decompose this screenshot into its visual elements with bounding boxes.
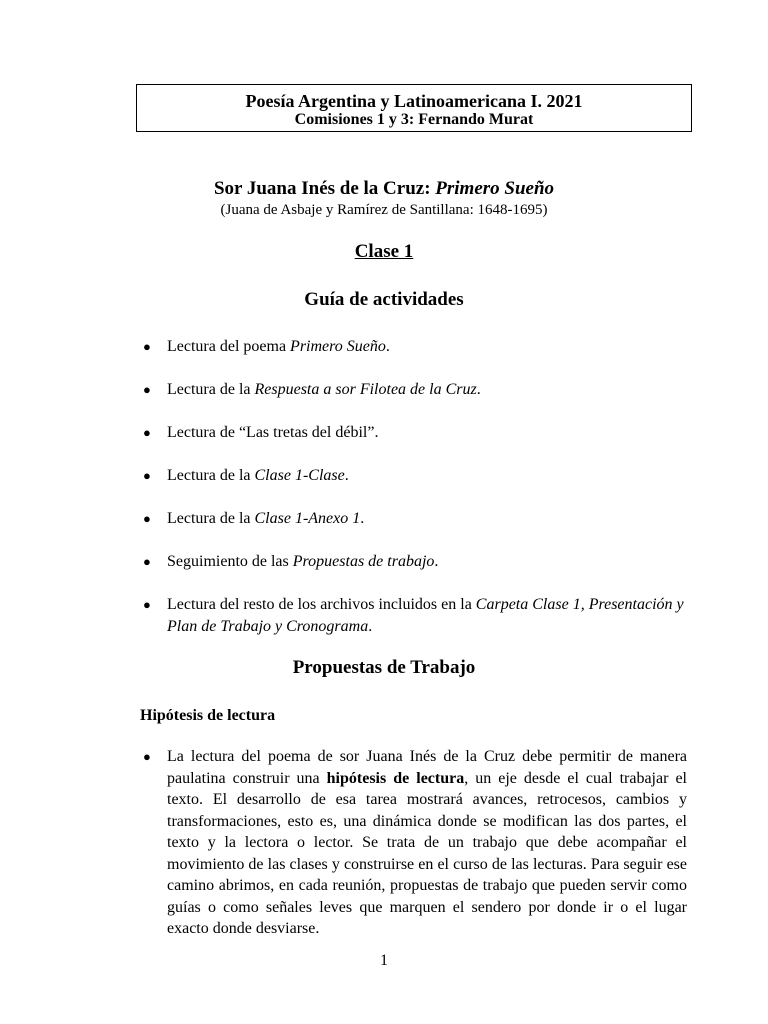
bullet-icon: ● — [143, 339, 151, 354]
bullet-icon: ● — [143, 511, 151, 526]
bullet-icon: ● — [143, 749, 151, 764]
bullet-icon: ● — [143, 597, 151, 612]
list-item: ● Lectura del resto de los archivos incluidos en la Carpeta Clase 1, Presentación y Plan de Trabajo y Cronograma. — [143, 596, 684, 635]
propuestas-heading: Propuestas de Trabajo — [292, 657, 476, 678]
doc-title — [0, 177, 768, 201]
page-number: 1 — [380, 952, 388, 969]
list-item: ● Lectura de “Las tretas del débil”. — [140, 422, 700, 444]
bullet-icon: ● — [143, 425, 151, 440]
list-item: ● Lectura de la Respuesta a sor Filotea de la Cruz. — [140, 379, 700, 401]
guia-heading: Guía de actividades — [304, 289, 464, 310]
hipotesis-heading: Hipótesis de lectura — [140, 707, 276, 724]
bullet-icon: ● — [143, 554, 151, 569]
course-subtitle: Comisiones 1 y 3: Fernando Murat — [294, 111, 534, 128]
list-item: ● Lectura del poema Primero Sueño. — [140, 336, 700, 358]
bullet-icon: ● — [143, 468, 151, 483]
activities-list — [140, 336, 700, 638]
hipotesis-paragraph — [140, 746, 687, 940]
header-box — [136, 84, 692, 132]
doc-work: Primero Sueño — [435, 178, 555, 199]
doc-author: Sor Juana Inés de la Cruz: — [213, 178, 436, 199]
clase-heading: Clase 1 — [354, 241, 414, 262]
list-item: ● Lectura de la Clase 1-Clase. — [140, 465, 700, 487]
course-title: Poesía Argentina y Latinoamericana I. 2021 — [245, 91, 583, 111]
list-item: ● Lectura de la Clase 1-Anexo 1. — [140, 508, 700, 530]
bullet-icon: ● — [143, 382, 151, 397]
doc-lifespan: (Juana de Asbaje y Ramírez de Santillana: 1648-1695) — [220, 202, 548, 218]
paragraph-text: La lectura del poema de sor Juana Inés de la Cruz debe permitir de manera paulatina construir una hipótesis de lectura, un eje desde el cual trabajar el texto. El desarrollo de esa tarea mostrará avances, retrocesos, cambios y transformaciones, esto es, una dinámica donde se modifican las dos partes, el texto y la lectora o lector. Se trata de un trabajo que debe acompañar el movimiento de las clases y construirse en el curso de las lecturas. Para seguir ese camino abrimos, en cada reunión, propuestas de trabajo que pueden servir como guías o como señales leves que marquen el sendero por donde ir o el lugar exacto donde desviarse. — [167, 748, 687, 937]
list-item: ● Seguimiento de las Propuestas de trabajo. — [140, 551, 700, 573]
